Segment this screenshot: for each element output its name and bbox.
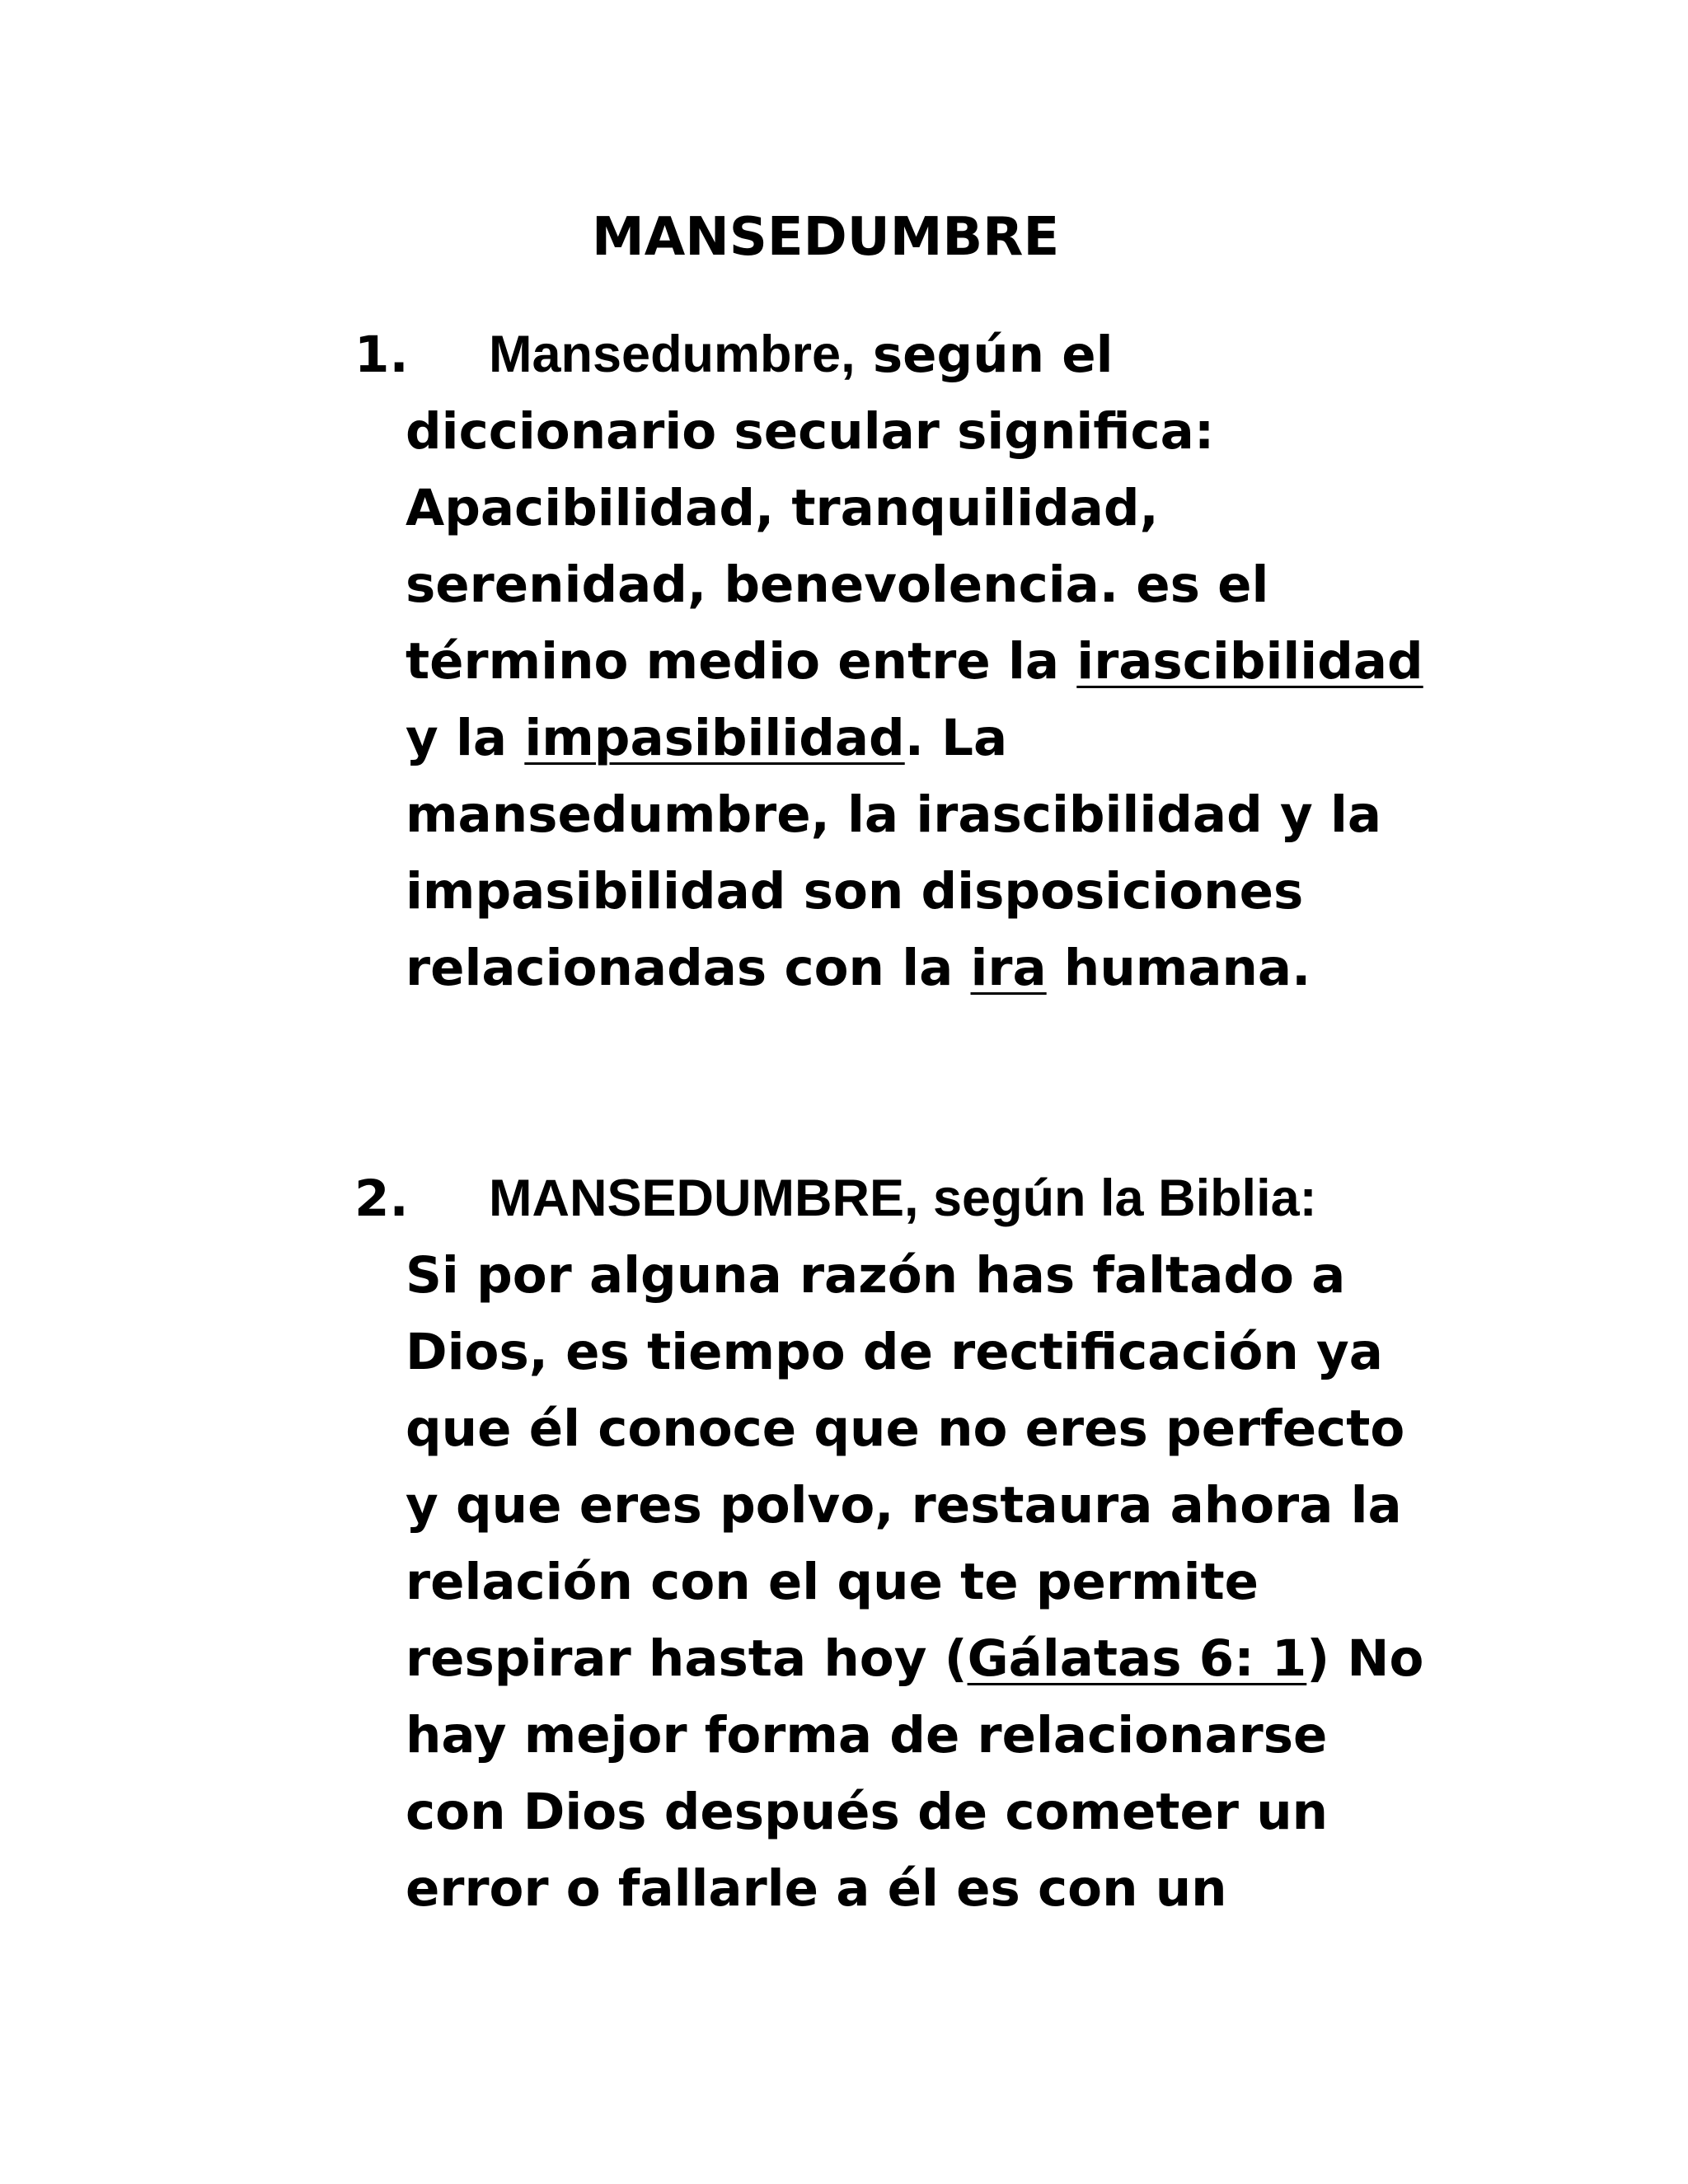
item-2-line-10: error o fallarle a él es con un [406, 1859, 1227, 1918]
link-impasibilidad[interactable]: impasibilidad [524, 709, 905, 767]
item-2-line-3: Dios, es tiempo de rectificación ya [406, 1323, 1383, 1381]
item-1-line-1-text: según el [855, 326, 1114, 384]
item-1-heading: Mansedumbre, [489, 326, 856, 383]
item-1-line-7: mansedumbre, la irascibilidad y la [406, 785, 1382, 844]
item-2-line-7-text: respirar hasta hoy ( [406, 1629, 968, 1688]
item-2-line-1 [354, 1160, 1475, 1237]
item-2-line-9: con Dios después de cometer un [406, 1783, 1329, 1841]
item-1-line-1 [354, 316, 1475, 393]
item-1-line-5-text: término medio entre la [406, 632, 1077, 691]
item-1-line-9-text: relacionadas con la [406, 939, 971, 997]
item-1-line-6 [354, 700, 1475, 776]
item-1-line-9 [354, 930, 1475, 1006]
item-1-line-3: Apacibilidad, tranquilidad, [406, 479, 1159, 537]
item-2-line-6: relación con el que te permite [406, 1553, 1259, 1611]
item-1-line-5 [354, 623, 1475, 700]
link-irascibilidad[interactable]: irascibilidad [1076, 632, 1423, 691]
link-ira[interactable]: ira [970, 939, 1047, 997]
item-1-number: 1. [354, 326, 409, 384]
list-item-2 [354, 1160, 1475, 1927]
item-2-line-7-tail: ) No [1306, 1629, 1424, 1688]
item-1-line-6-tail: . La [904, 709, 1008, 767]
item-2-line-4: que él conoce que no eres perfecto [406, 1399, 1405, 1458]
item-1-line-4: serenidad, benevolencia. es el [406, 555, 1269, 614]
item-2-line-7 [354, 1620, 1475, 1697]
item-1-line-2: diccionario secular significa: [406, 402, 1215, 461]
item-2-line-5: y que eres polvo, restaura ahora la [406, 1476, 1402, 1535]
item-1-line-8: impasibilidad son disposiciones [406, 862, 1304, 921]
item-2-heading: MANSEDUMBRE, según la Biblia: [489, 1169, 1317, 1227]
item-1-line-6-text: y la [406, 709, 525, 767]
list-item-1 [354, 316, 1475, 1006]
item-2-line-2: Si por alguna razón has faltado a [406, 1246, 1346, 1305]
page-title: MANSEDUMBRE [592, 207, 1060, 268]
item-1-line-9-tail: humana. [1046, 939, 1311, 997]
item-2-line-8: hay mejor forma de relacionarse [406, 1706, 1328, 1765]
item-2-number: 2. [354, 1169, 409, 1228]
link-galatas-6-1[interactable]: Gálatas 6: 1 [967, 1629, 1307, 1688]
